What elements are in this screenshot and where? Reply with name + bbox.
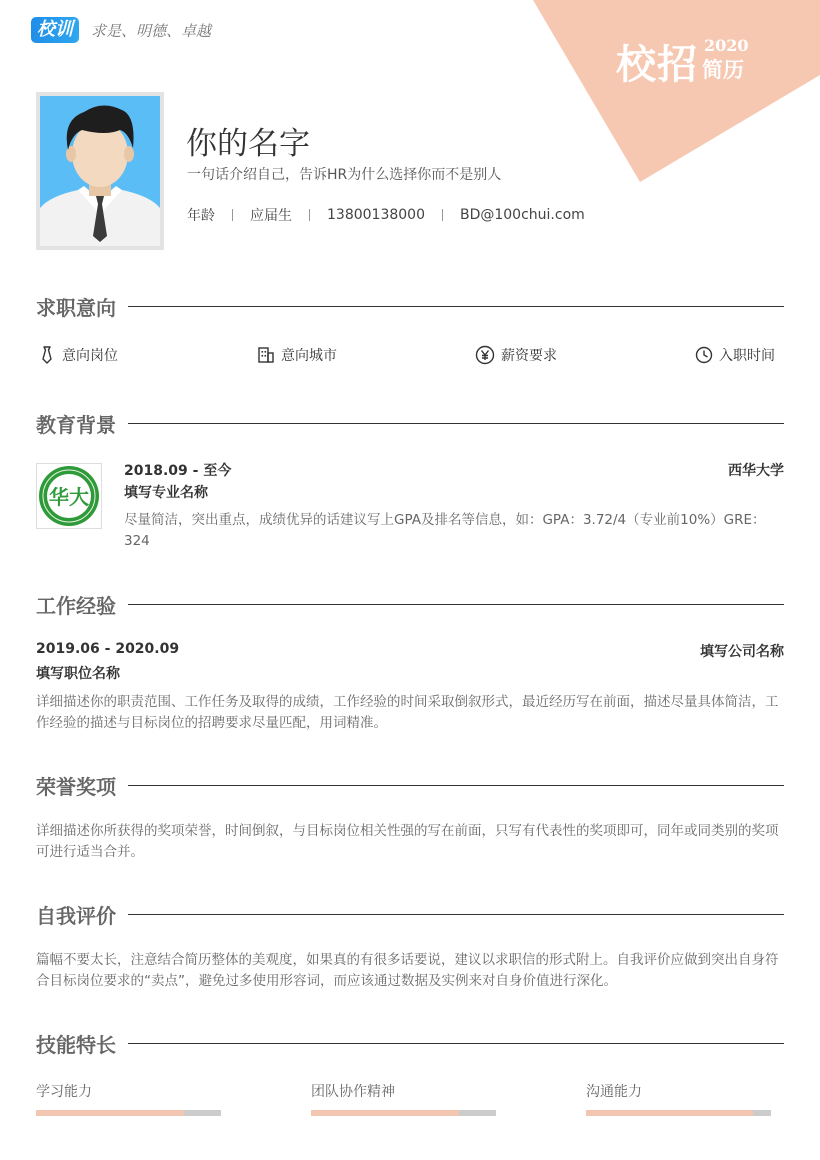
section-header-work — [36, 590, 784, 618]
info-email: BD@100chui.com — [459, 207, 585, 223]
skill-bar — [36, 1110, 221, 1116]
section-divider — [128, 604, 784, 605]
candidate-tagline: 一句话介绍自己，告诉HR为什么选择你而不是别人 — [187, 167, 502, 183]
skill-label: 团队协作精神 — [311, 1084, 395, 1100]
work-position: 填写职位名称 — [36, 666, 120, 682]
tie-icon — [38, 346, 56, 364]
section-header-self — [36, 900, 784, 928]
education-major: 填写专业名称 — [124, 485, 208, 501]
skill-bar — [311, 1110, 496, 1116]
self-evaluation-description: 篇幅不要太长，注意结合简历整体的美观度，如果真的有很多话要说，建议以求职信的形式附上。自我评价应做到突出自身符合目标岗位要求的“卖点”，避免过多使用形容词，而应该通过数据及实例来对自身价值进行深化。 — [36, 952, 779, 989]
avatar-person-icon — [40, 96, 160, 246]
skill-bar-fill — [311, 1110, 459, 1116]
contact-info — [187, 205, 585, 225]
info-phone: 13800138000 — [327, 207, 425, 223]
skill-label: 学习能力 — [36, 1084, 92, 1100]
school-motto: 求是、明德、卓越 — [91, 22, 212, 40]
building-icon — [257, 346, 275, 364]
work-period: 2019.06 - 2020.09 — [36, 641, 180, 657]
svg-text:华大: 华大 — [49, 485, 89, 509]
section-header-intent — [36, 292, 784, 320]
work-company: 填写公司名称 — [700, 644, 784, 660]
info-age: 年龄 — [187, 208, 215, 224]
section-title: 工作经验 — [36, 593, 116, 618]
corner-triangle — [533, 0, 820, 182]
info-divider — [442, 209, 443, 221]
intent-label: 薪资要求 — [501, 348, 557, 364]
skill-bar-fill — [586, 1110, 753, 1116]
candidate-name: 你的名字 — [186, 126, 310, 162]
avatar — [36, 92, 164, 250]
education-description: 尽量简洁，突出重点，成绩优异的话建议写上GPA及排名等信息，如：GPA：3.72/4（专业前10%）GRE：324 — [124, 512, 766, 549]
section-title: 教育背景 — [36, 412, 116, 437]
section-divider — [128, 914, 784, 915]
section-divider — [128, 306, 784, 307]
intent-item-position — [38, 345, 118, 365]
info-divider — [309, 209, 310, 221]
skill-bar-fill — [36, 1110, 184, 1116]
honors-description: 详细描述你所获得的奖项荣誉，时间倒叙，与目标岗位相关性强的写在前面，只写有代表性的奖项即可，同年或同类别的奖项可进行适当合并。 — [36, 823, 779, 860]
intent-item-city — [257, 345, 337, 365]
section-header-education — [36, 409, 784, 437]
section-title: 荣誉奖项 — [36, 774, 116, 799]
intent-item-salary — [475, 345, 557, 365]
motto-badge: 校训 — [31, 17, 79, 43]
info-status: 应届生 — [250, 208, 292, 224]
school-seal-icon — [37, 464, 101, 528]
info-divider — [232, 209, 233, 221]
school-logo — [36, 463, 102, 529]
skill-bar — [586, 1110, 771, 1116]
section-title: 自我评价 — [36, 903, 116, 928]
education-school: 西华大学 — [728, 463, 784, 479]
intent-item-start-date — [695, 345, 775, 365]
yen-icon — [475, 345, 495, 365]
skill-label: 沟通能力 — [586, 1084, 642, 1100]
intent-label: 意向岗位 — [62, 348, 118, 364]
education-period: 2018.09 - 至今 — [124, 463, 232, 479]
corner-subtitle: 简历 — [702, 57, 744, 82]
intent-label: 入职时间 — [719, 348, 775, 364]
intent-label: 意向城市 — [281, 348, 337, 364]
section-header-honors — [36, 771, 784, 799]
section-title: 求职意向 — [36, 295, 116, 320]
clock-icon — [695, 346, 713, 364]
work-description: 详细描述你的职责范围、工作任务及取得的成绩，工作经验的时间采取倒叙形式，最近经历写在前面，描述尽量具体简洁，工作经验的描述与目标岗位的招聘要求尽量匹配，用词精准。 — [36, 694, 779, 731]
section-divider — [128, 1043, 784, 1044]
corner-title: 校招 — [616, 41, 698, 88]
section-divider — [128, 785, 784, 786]
corner-year: 2020 — [704, 36, 749, 55]
section-divider — [128, 423, 784, 424]
section-title: 技能特长 — [36, 1032, 116, 1057]
section-header-skills — [36, 1029, 784, 1057]
